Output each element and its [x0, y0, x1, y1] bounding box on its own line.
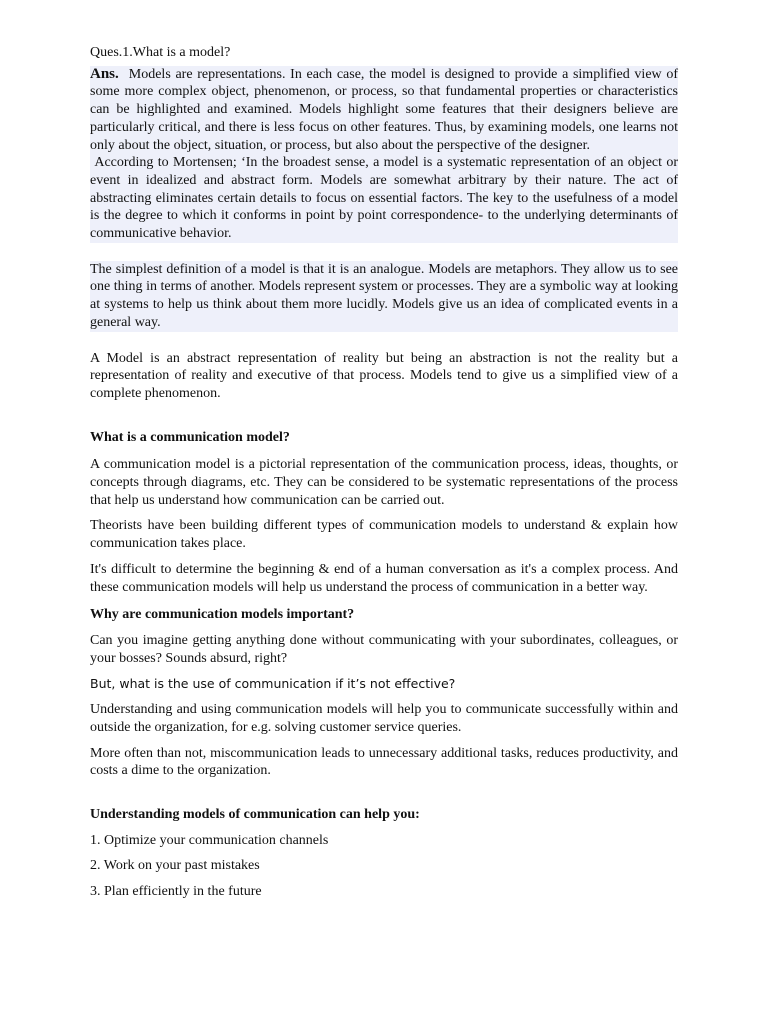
- why-paragraph-3: Understanding and using communication models will help you to communicate successfully within and outside the organization, for e.g. solving customer service queries.: [90, 702, 678, 735]
- answer-paragraph-1: [90, 66, 678, 155]
- answer-text-1: Models are representations. In each case, the model is designed to provide a simplified view of some more complex object, phenomenon, or process, so that fundamental properties or characteristics can be highlighted and examined. Models highlight some features that their designers believe are particularly critical, and there is less focus on other features. Thus, by examining models, one learns not only about the object, situation, or process, but also about the perspective of the designer.: [90, 66, 678, 153]
- why-paragraph-1: Can you imagine getting anything done without communicating with your subordinates, colleagues, or your bosses? Sounds absurd, right?: [90, 632, 678, 666]
- heading-communication-model: What is a communication model?: [90, 429, 290, 445]
- communication-paragraph-3: It's difficult to determine the beginning & end of a human conversation as it's a complex process. And these communication models will help us understand the process of communication in a better way.: [90, 561, 678, 595]
- answer-label: Ans.: [90, 65, 119, 82]
- list-item: 3. Plan efficiently in the future: [90, 884, 262, 900]
- communication-paragraph-1: A communication model is a pictorial representation of the communication process, ideas, thoughts, or concepts through diagrams, etc. They can be considered to be systematic representations of the process that help us understand how communication can be carried out.: [90, 457, 678, 508]
- answer-paragraph-3: The simplest definition of a model is that it is an analogue. Models are metaphors. They allow us to see one thing in terms of another. Models represent system or processes. They are a symbolic way at looking at systems to help us think about them more lucidly. Models give us an idea of complicated events in a general way.: [90, 261, 678, 330]
- heading-why-important: Why are communication models important?: [90, 607, 355, 623]
- list-item: 1. Optimize your communication channels: [90, 832, 329, 848]
- answer-paragraph-2: According to Mortensen; ‘In the broadest sense, a model is a systematic representation of an object or event in idealized and abstract form. Models are somewhat arbitrary by their nature. The act of abstracting eliminates certain details to focus on essential factors. The key to the usefulness of a model is the degree to which it conforms in point by point correspondence- to the underlying determinants of communicative behavior.: [90, 155, 682, 242]
- document-body: [90, 44, 682, 901]
- heading-help: Understanding models of communication can help you:: [90, 806, 420, 822]
- answer-paragraph-4: A Model is an abstract representation of reality but being an abstraction is not the reality but a representation of reality and executive of that process. Models tend to give us a simplified view of a complete phenomenon.: [90, 350, 678, 401]
- communication-paragraph-2: Theorists have been building different types of communication models to understand & explain how communication takes place.: [90, 518, 678, 552]
- why-paragraph-4: More often than not, miscommunication leads to unnecessary additional tasks, reduces productivity, and costs a dime to the organization.: [90, 745, 678, 779]
- question-heading: Ques.1.What is a model?: [90, 45, 231, 60]
- why-paragraph-2: But, what is the use of communication if it’s not effective?: [90, 676, 456, 692]
- list-item: 2. Work on your past mistakes: [90, 858, 260, 874]
